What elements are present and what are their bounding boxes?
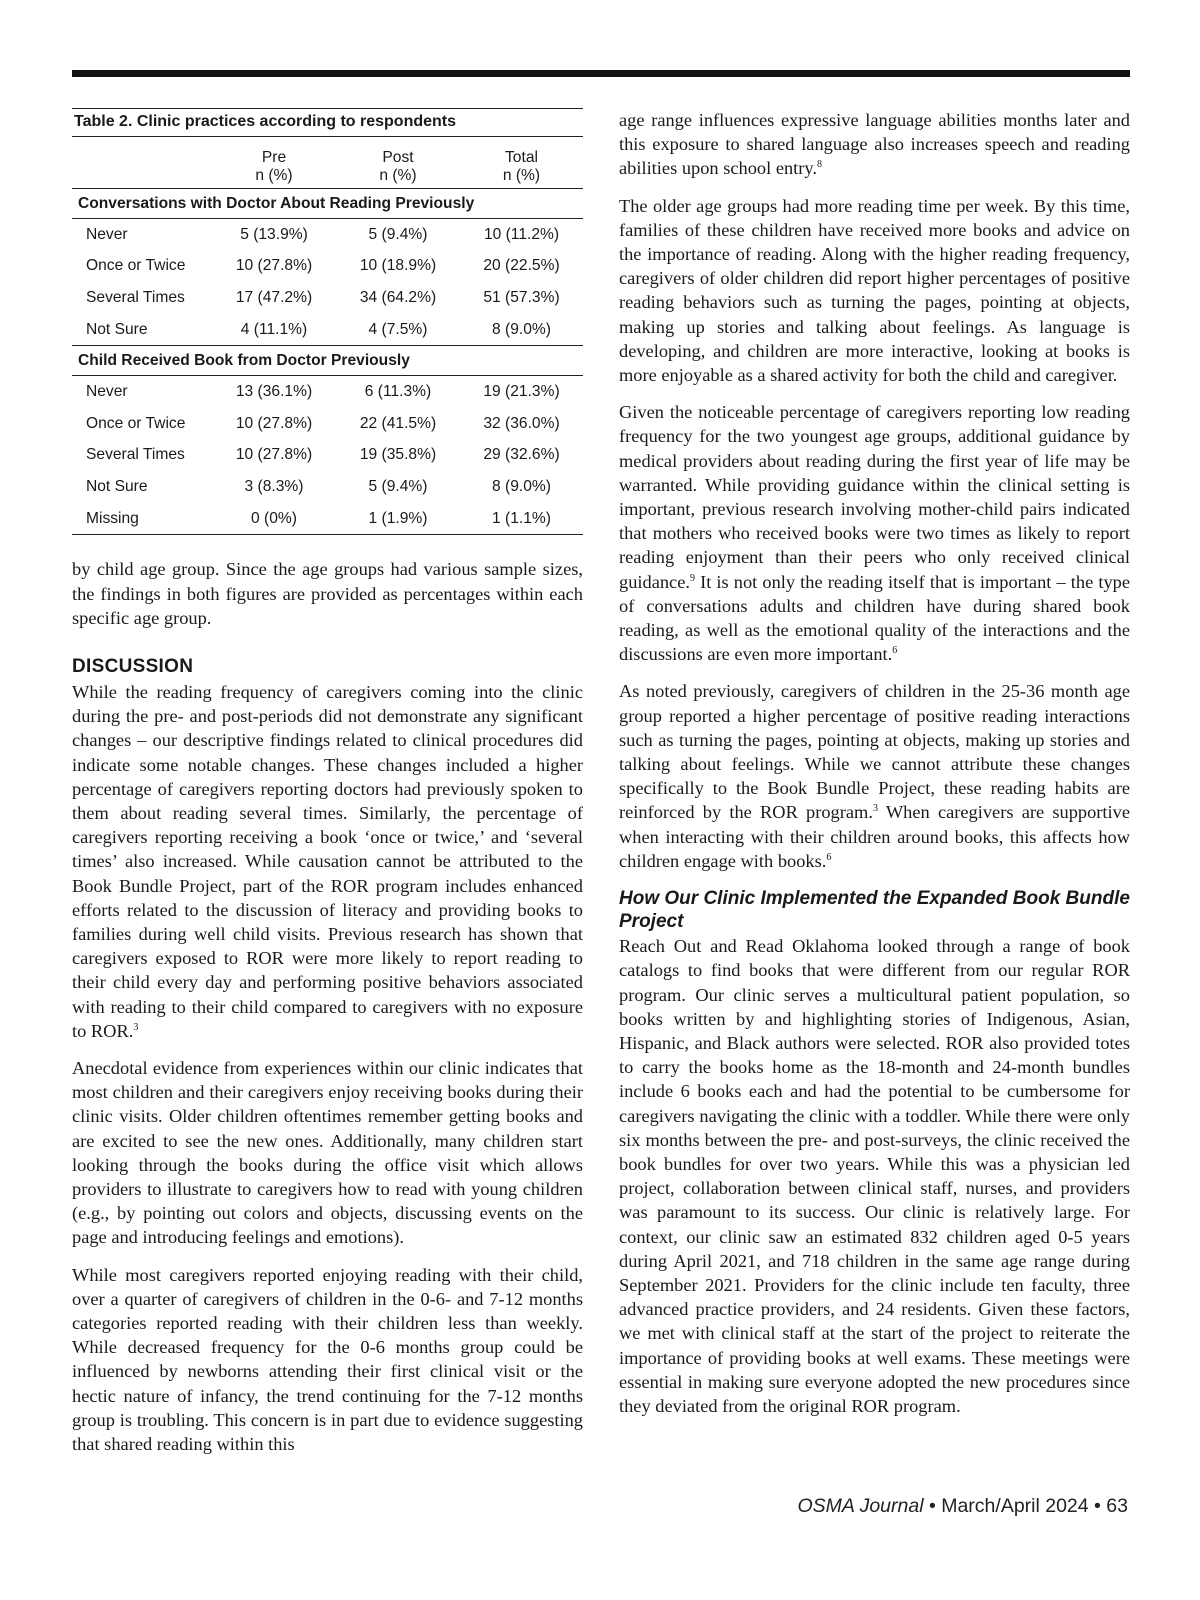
section-heading-conversations: Conversations with Doctor About Reading Previously (72, 189, 583, 219)
table-row: Several Times 17 (47.2%) 34 (64.2%) 51 (57.3%) (86, 288, 560, 306)
right-paragraph-4: As noted previously, caregivers of children in the 25-36 month age group reported a higher percentage of positive reading interactions such as turning the pages, pointing at objects, making up stories and talking about feelings. While we cannot attribute these changes specifically to the Book Bundle Project, these reading habits are reinforced by the ROR program.$^3$ When caregivers are supportive when interacting with their children around books, this affects how children engage with books.$^6$ (619, 681, 1130, 871)
section-heading-book-received: Child Received Book from Doctor Previously (72, 346, 583, 376)
intro-paragraph: by child age group. Since the age groups had various sample sizes, the findings in both figures are provided as percentages within each specific age group. (72, 559, 583, 628)
discussion-heading: DISCUSSION (72, 655, 194, 677)
right-paragraph-1: age range influences expressive language abilities months later and this exposure to shared language also increases speech and reading abilities upon school entry.$^8$ (619, 110, 1130, 179)
table-header-row (72, 137, 583, 189)
right-paragraph-5: Reach Out and Read Oklahoma looked through a range of book catalogs to find books that were different from our regular ROR program. Our clinic serves a multicultural patient population, so books written by and highlighting stories of Indigenous, Asian, Hispanic, and Black authors were selected. ROR also provided totes to carry the books home as the 18-month and 24-month bundles include 6 books each and had the potential to be cumbersome for caregivers navigating the clinic with a toddler. While there were only six months between the pre- and post-surveys, the clinic received the book bundles for over two years. While this was a physician led project, collaboration between clinical staff, nurses, and providers was paramount to its success. Our clinic is relatively large. For context, our clinic saw an estimated 832 children aged 0-5 years during April 2021, and 718 children in the same age range during September 2021. Providers for the clinic include ten faculty, three advanced practice providers, and 24 residents. Given these factors, we met with clinical staff at the start of the project to reiterate the importance of providing books at well exams. These meetings were essential in making sure everyone adopted the new procedures since they deviated from the original ROR program. (619, 936, 1130, 1416)
table-row: Never 5 (13.9%) 5 (9.4%) 10 (11.2%) (86, 225, 560, 243)
right-column (619, 108, 1130, 1431)
citation: 8 (817, 159, 823, 171)
table-row: Not Sure 4 (11.1%) 4 (7.5%) 8 (9.0%) (86, 320, 551, 338)
issue-date: March/April 2024 (941, 1495, 1089, 1517)
table-row: Not Sure 3 (8.3%) 5 (9.4%) 8 (9.0%) (86, 477, 551, 495)
page-number: 63 (1106, 1495, 1128, 1517)
table-row: Never 13 (36.1%) 6 (11.3%) 19 (21.3%) (86, 383, 560, 401)
right-paragraph-2: The older age groups had more reading time per week. By this time, families of these children have received more books and advice on the importance of reading. Along with the higher reading frequency, caregivers of older children did report higher percentages of positive reading behaviors such as turning the pages, pointing at objects, making up stories and talking about feelings. As language is developing, and children are more interactive, looking at books is more enjoyable as a shared activity for both the child and caregiver. (619, 195, 1130, 386)
table-row: Once or Twice 10 (27.8%) 22 (41.5%) 32 (36.0%) (86, 414, 560, 432)
page-footer: OSMA Journal • March/April 2024 • 63 (797, 1495, 1128, 1517)
citation: 9 (689, 572, 695, 584)
clinic-practices-table (72, 137, 583, 535)
top-rule (72, 70, 1130, 77)
table-row: Once or Twice 10 (27.8%) 10 (18.9%) 20 (22.5%) (86, 257, 560, 275)
citation: 3 (133, 1021, 139, 1033)
header-empty (72, 137, 212, 189)
discussion-paragraph-2: Anecdotal evidence from experiences within our clinic indicates that most children and their caregivers enjoy receiving books during their clinic visits. Older children oftentimes remember getting books and are excited to see the new ones. Additionally, many children start looking through the books during the office visit which allows providers to illustrate to caregivers how to read with young children (e.g., by pointing out colors and objects, discussing events on the page and introducing feelings and emotions). (72, 1058, 583, 1248)
section-subheading: How Our Clinic Implemented the Expanded Book Bundle Project (619, 888, 1130, 933)
table-row: Several Times 10 (27.8%) 19 (35.8%) 29 (32.6%) (86, 446, 560, 464)
left-column (72, 108, 583, 1469)
citation: 3 (872, 803, 878, 815)
header-pre: Pre n (%) (212, 137, 336, 189)
citation: 6 (826, 851, 832, 863)
discussion-paragraph-1: While the reading frequency of caregivers coming into the clinic during the pre- and post-periods did not demonstrate any significant changes – our descriptive findings related to clinical procedures did indicate some notable changes. These changes included a higher percentage of caregivers reporting doctors had previously spoken to them about reading several times. Similarly, the percentage of caregivers reporting receiving a book ‘once or twice,’ and ‘several times’ also increased. While causation cannot be attributed to the Book Bundle Project, part of the ROR program includes enhanced efforts related to the discussion of literacy and providing books to families during well child visits. Previous research has shown that caregivers exposed to ROR were more likely to report reading to their child every day and performing positive behaviors associated with reading to their child compared to caregivers with no exposure to ROR.$^3$ (72, 681, 583, 1041)
right-paragraph-3: Given the noticeable percentage of caregivers reporting low reading frequency for the two youngest age groups, additional guidance by medical providers about reading during the first year of life may be warranted. While providing guidance within the clinical setting is important, previous research involving mother-child pairs indicated that mothers who received books were two times as likely to report reading enjoyment than their peers who only received clinical guidance.$^9$ It is not only the reading itself that is important – the type of conversations adults and children have during shared book reading, as well as the emotional quality of the interactions and the discussions are even more important.$^6$ (619, 402, 1130, 665)
journal-name: OSMA Journal (797, 1495, 924, 1517)
citation: 6 (892, 645, 898, 657)
table-2 (72, 108, 583, 535)
header-post: Post n (%) (336, 137, 460, 189)
table-row: Missing 0 (0%) 1 (1.9%) 1 (1.1%) (72, 503, 583, 535)
discussion-paragraph-3: While most caregivers reported enjoying reading with their child, over a quarter of caregivers of children in the 0-6- and 7-12 months categories reported reading with their children less than weekly. While decreased frequency for the 0-6 months group could be influenced by newborns attending their first clinical visit or the hectic nature of infancy, the trend continuing for the 7-12 months group is troubling. This concern is in part due to evidence suggesting that shared reading within this (72, 1264, 583, 1455)
header-total: Total n (%) (460, 137, 583, 189)
table-title: Table 2. Clinic practices according to respondents (72, 108, 583, 137)
